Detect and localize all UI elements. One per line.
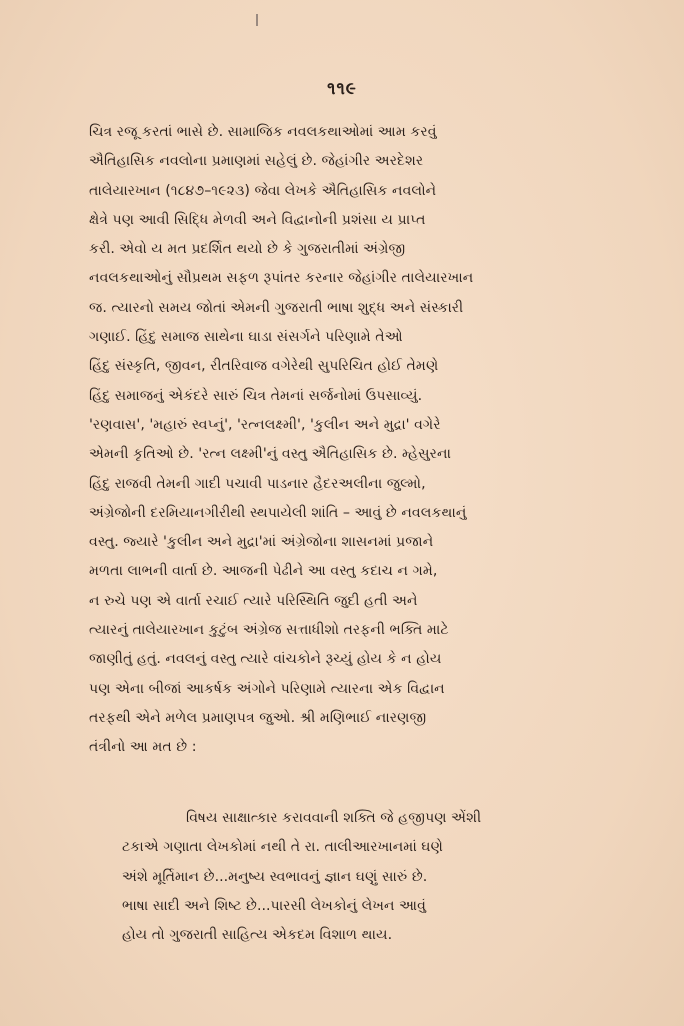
paragraph-line: નવલકથાઓનું સૌપ્રથમ સફળ રૂપાંતર કરનાર જેહાંગીર તાલેયારખાન bbox=[89, 270, 474, 287]
paragraph-line: ત્યારનું તાલેયારખાન કુટુંબ અંગ્રેજ સત્તાધીશો તરફની ભક્તિ માટે bbox=[89, 622, 449, 639]
paragraph-line: 'રણવાસ', 'મહારું સ્વપ્નું', 'રત્નલક્ષ્મી', 'કુલીન અને મુદ્રા' વગેરે bbox=[89, 416, 441, 433]
page-number: ૧૧૯ bbox=[327, 79, 357, 99]
quote-line: હોય તો ગુજરાતી સાહિત્ય એકદમ વિશાળ થાય. bbox=[122, 927, 393, 944]
paragraph-line: અંગ્રેજોની દરમિયાનગીરીથી સ્થપાયેલી શાંતિ – આવું છે નવલકથાનું bbox=[89, 504, 467, 521]
paragraph-line: હિંદુ સંસ્કૃતિ, જીવન, રીતરિવાજ વગેરેથી સુપરિચિત હોઈ તેમણે bbox=[89, 358, 439, 375]
top-mark bbox=[256, 14, 258, 26]
paragraph-line: તાલેયારખાન (૧૮૪૭–૧૯૨૩) જેવા લેખકે ઐતિહાસિક નવલોને bbox=[89, 182, 437, 199]
paragraph-line: જાણીતું હતું. નવલનું વસ્તુ ત્યારે વાંચકોને રૂચ્યું હોય કે ન હોય bbox=[89, 651, 442, 668]
paragraph-line: ચિત્ર રજૂ કરતાં ભાસે છે. સામાજિક નવલકથાઓમાં આમ કરવું bbox=[89, 124, 437, 140]
paragraph-line: હિંદુ રાજવી તેમની ગાદી પચાવી પાડનાર હૈદરઅલીના જુલ્મો, bbox=[89, 475, 426, 492]
paragraph-line: હિંદુ સમાજનું એકંદરે સારું ચિત્ર તેમનાં સર્જનોમાં ઉપસાવ્યું. bbox=[89, 387, 423, 404]
quote-line: અંશે મૂર્તિમાન છે...મનુષ્ય સ્વભાવનું જ્ઞાન ઘણું સારું છે. bbox=[122, 868, 428, 885]
paragraph-line: જ. ત્યારનો સમય જોતાં એમની ગુજરાતી ભાષા શુદ્ધ અને સંસ્કારી bbox=[89, 299, 464, 316]
paragraph-line: વસ્તુ. જ્યારે 'કુલીન અને મુદ્રા'માં અંગ્રેજોના શાસનમાં પ્રજાને bbox=[89, 534, 434, 551]
paragraph-line: ઐતિહાસિક નવલોના પ્રમાણમાં સહેલું છે. જેહાંગીર અરદેશર bbox=[89, 153, 424, 170]
paragraph-line: તરફથી એને મળેલ પ્રમાણપત્ર જુઓ. શ્રી મણિભાઈ નારણજી bbox=[89, 709, 427, 726]
paragraph-line: ક્ષેત્રે પણ આવી સિદ્ધિ મેળવી અને વિદ્વાનોની પ્રશંસા ય પ્રાપ્ત bbox=[89, 211, 426, 228]
paragraph-line: પણ એના બીજાં આકર્ષક અંગોને પરિણામે ત્યારના એક વિદ્વાન bbox=[89, 680, 445, 697]
main-paragraph bbox=[89, 118, 629, 763]
paragraph-line: એમની કૃતિઓ છે. 'રત્ન લક્ષ્મી'નું વસ્તુ ઐતિહાસિક છે. મ્હેસુરના bbox=[89, 446, 452, 463]
paragraph-line: તંત્રીનો આ મત છે : bbox=[89, 739, 197, 756]
quote-line: વિષય સાક્ષાત્કાર કરાવવાની શક્તિ જે હજીપણ એંશી bbox=[186, 810, 482, 826]
block-quote bbox=[89, 804, 629, 950]
paragraph-line: ગણાઈ. હિંદુ સમાજ સાથેના ઘાડા સંસર્ગને પરિણામે તેઓ bbox=[89, 329, 403, 346]
quote-line: ભાષા સાદી અને શિષ્ટ છે...પારસી લેખકોનું લેખન આવું bbox=[122, 897, 426, 914]
quote-line: ટકાએ ગણાતા લેખકોમાં નથી તે રા. તાલીઆરખાનમાં ઘણે bbox=[122, 839, 443, 856]
paragraph-line: ન રુચે પણ એ વાર્તા રચાઈ ત્યારે પરિસ્થિતિ જુદી હતી અને bbox=[89, 592, 418, 609]
paragraph-line: મળતા લાભની વાર્તા છે. આજની પેઢીને આ વસ્તુ કદાચ ન ગમે, bbox=[89, 563, 438, 580]
paragraph-line: કરી. એવો ય મત પ્રદર્શિત થયો છે કે ગુજરાતીમાં અંગ્રેજી bbox=[89, 241, 406, 258]
